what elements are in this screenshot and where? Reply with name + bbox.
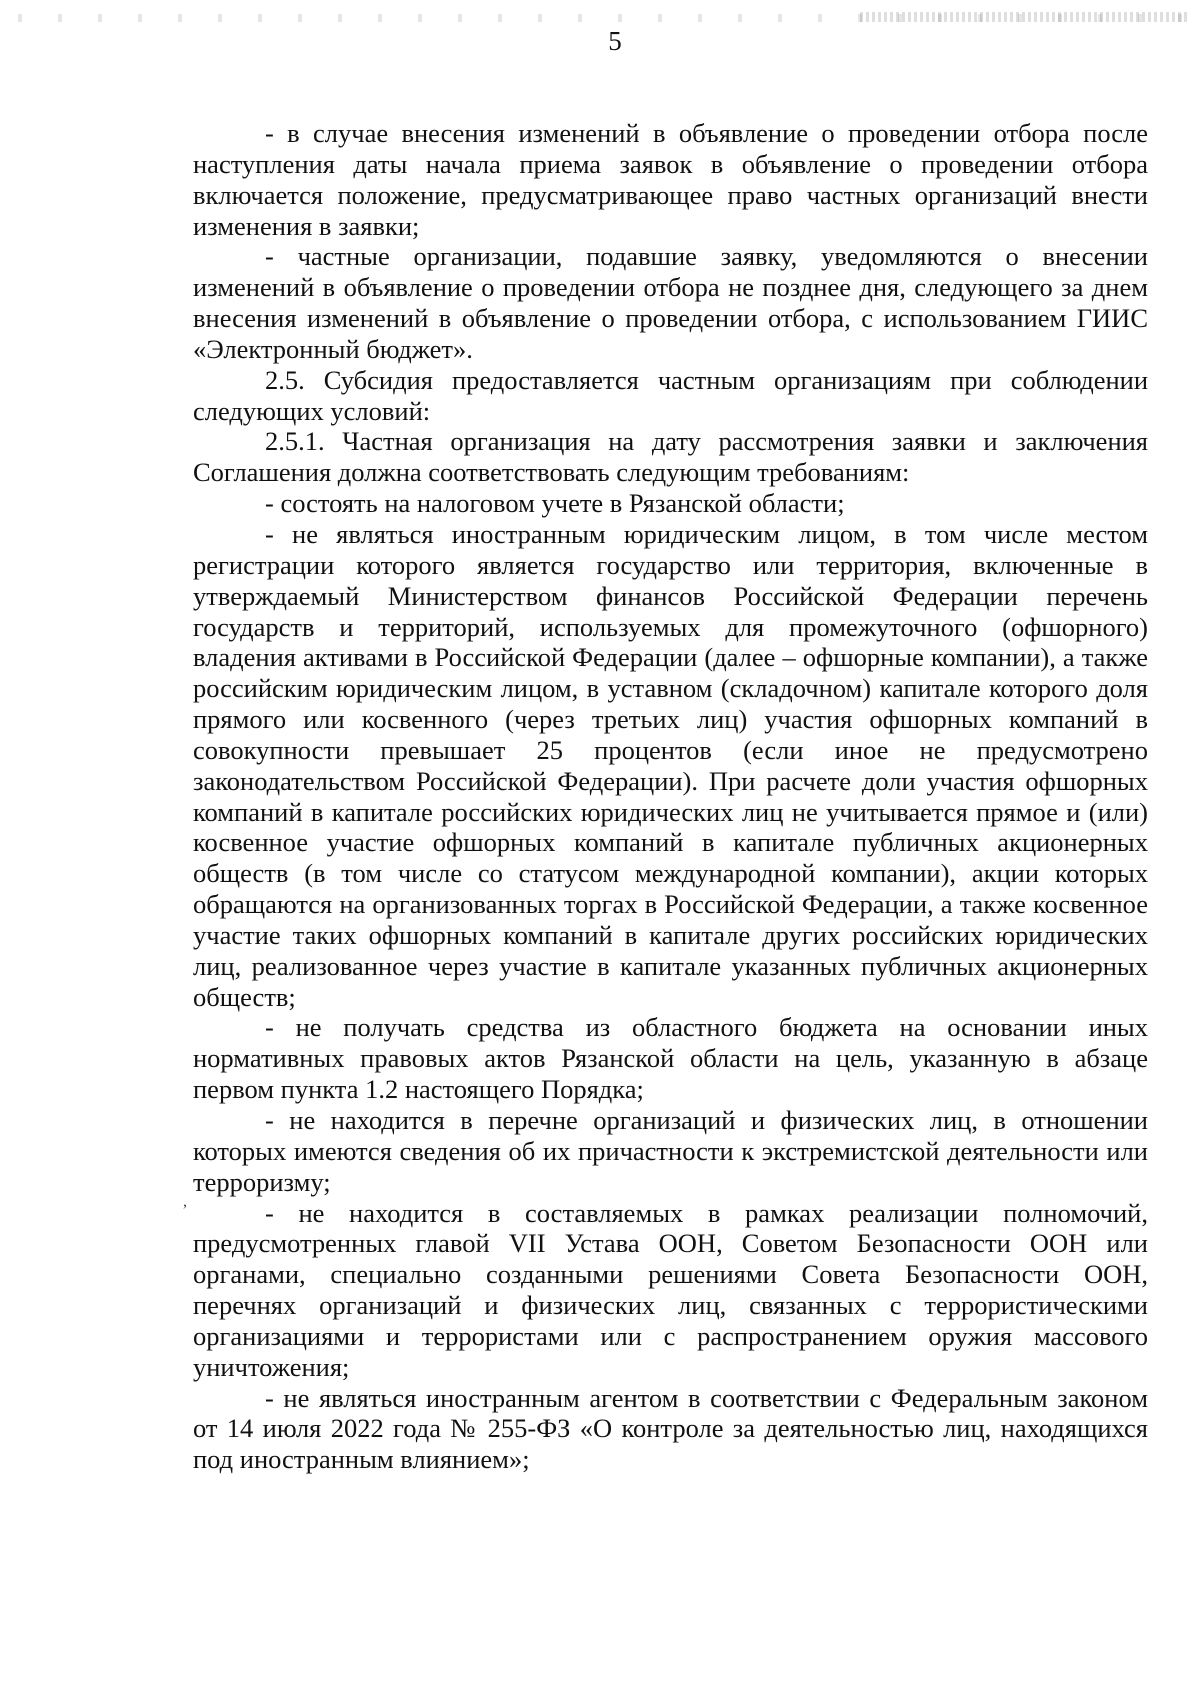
paragraph-6: - не являться иностранным юридическим лицом, в том числе местом регистрации которого является государство или территория, включенные в утверждаемый Министерством финансов Российской Федерации перечень государств и территорий, используемых для промежуточного (офшорного) владения активами в Российской Федерации (далее – офшорные компании), а также российским юридическим лицом, в уставном (складочном) капитале которого доля прямого или косвенного (через третьих лиц) участия офшорных компаний в совокупности превышает 25 процентов (если иное не предусмотрено законодательством Российской Федерации). При расчете доли участия офшорных компаний в капитале российских юридических лиц не учитывается прямое и (или) косвенное участие офшорных компаний в капитале публичных акционерных обществ (в том числе со статусом международной компании), акции которых обращаются на организованных торгах в Российской Федерации, а также косвенное участие таких офшорных компаний в капитале других российских юридических лиц, реализованное через участие в капитале указанных публичных акционерных обществ; [193, 518, 1148, 1012]
stray-pen-mark: , [183, 1193, 187, 1210]
paragraph-9: - не находится в составляемых в рамках реализации полномочий, предусмотренных главой VII Устава ООН, Советом Безопасности ООН или органами, специально созданными решениями Совета Безопасности ООН, перечнях организаций и физических лиц, связанных с террористическими организациями и террористами или с распространением оружия массового уничтожения; [193, 1197, 1148, 1382]
paragraph-5: - состоять на налоговом учете в Рязанской области; [265, 488, 845, 519]
paragraph-10: - не являться иностранным агентом в соответствии с Федеральным законом от 14 июля 2022 года № 255-ФЗ «О контроле за деятельностью лиц, находящихся под иностранным влиянием»; [193, 1382, 1148, 1475]
paragraph-1: - в случае внесения изменений в объявление о проведении отбора после наступления даты начала приема заявок в объявление о проведении отбора включается положение, предусматривающее право частных организаций внести изменения в заявки; [193, 118, 1148, 241]
paragraph-4: 2.5.1. Частная организация на дату рассмотрения заявки и заключения Соглашения должна соответствовать следующим требованиям: [193, 426, 1148, 488]
scan-artifact-top-right [860, 12, 1190, 22]
paragraph-2: - частные организации, подавшие заявку, уведомляются о внесении изменений в объявление о проведении отбора не позднее дня, следующего за днем внесения изменений в объявление о проведении отбора, с использованием ГИИС «Электронный бюджет». [193, 241, 1148, 364]
page-number: 5 [608, 26, 622, 56]
paragraph-3: 2.5. Субсидия предоставляется частным организациям при соблюдении следующих условий: [193, 364, 1148, 426]
document-body [193, 118, 1148, 1475]
paragraph-8: - не находится в перечне организаций и физических лиц, в отношении которых имеются сведения об их причастности к экстремистской деятельности или терроризму; [193, 1105, 1148, 1197]
paragraph-7: - не получать средства из областного бюджета на основании иных нормативных правовых актов Рязанской области на цель, указанную в абзаце первом пункта 1.2 настоящего Порядка; [193, 1012, 1148, 1105]
